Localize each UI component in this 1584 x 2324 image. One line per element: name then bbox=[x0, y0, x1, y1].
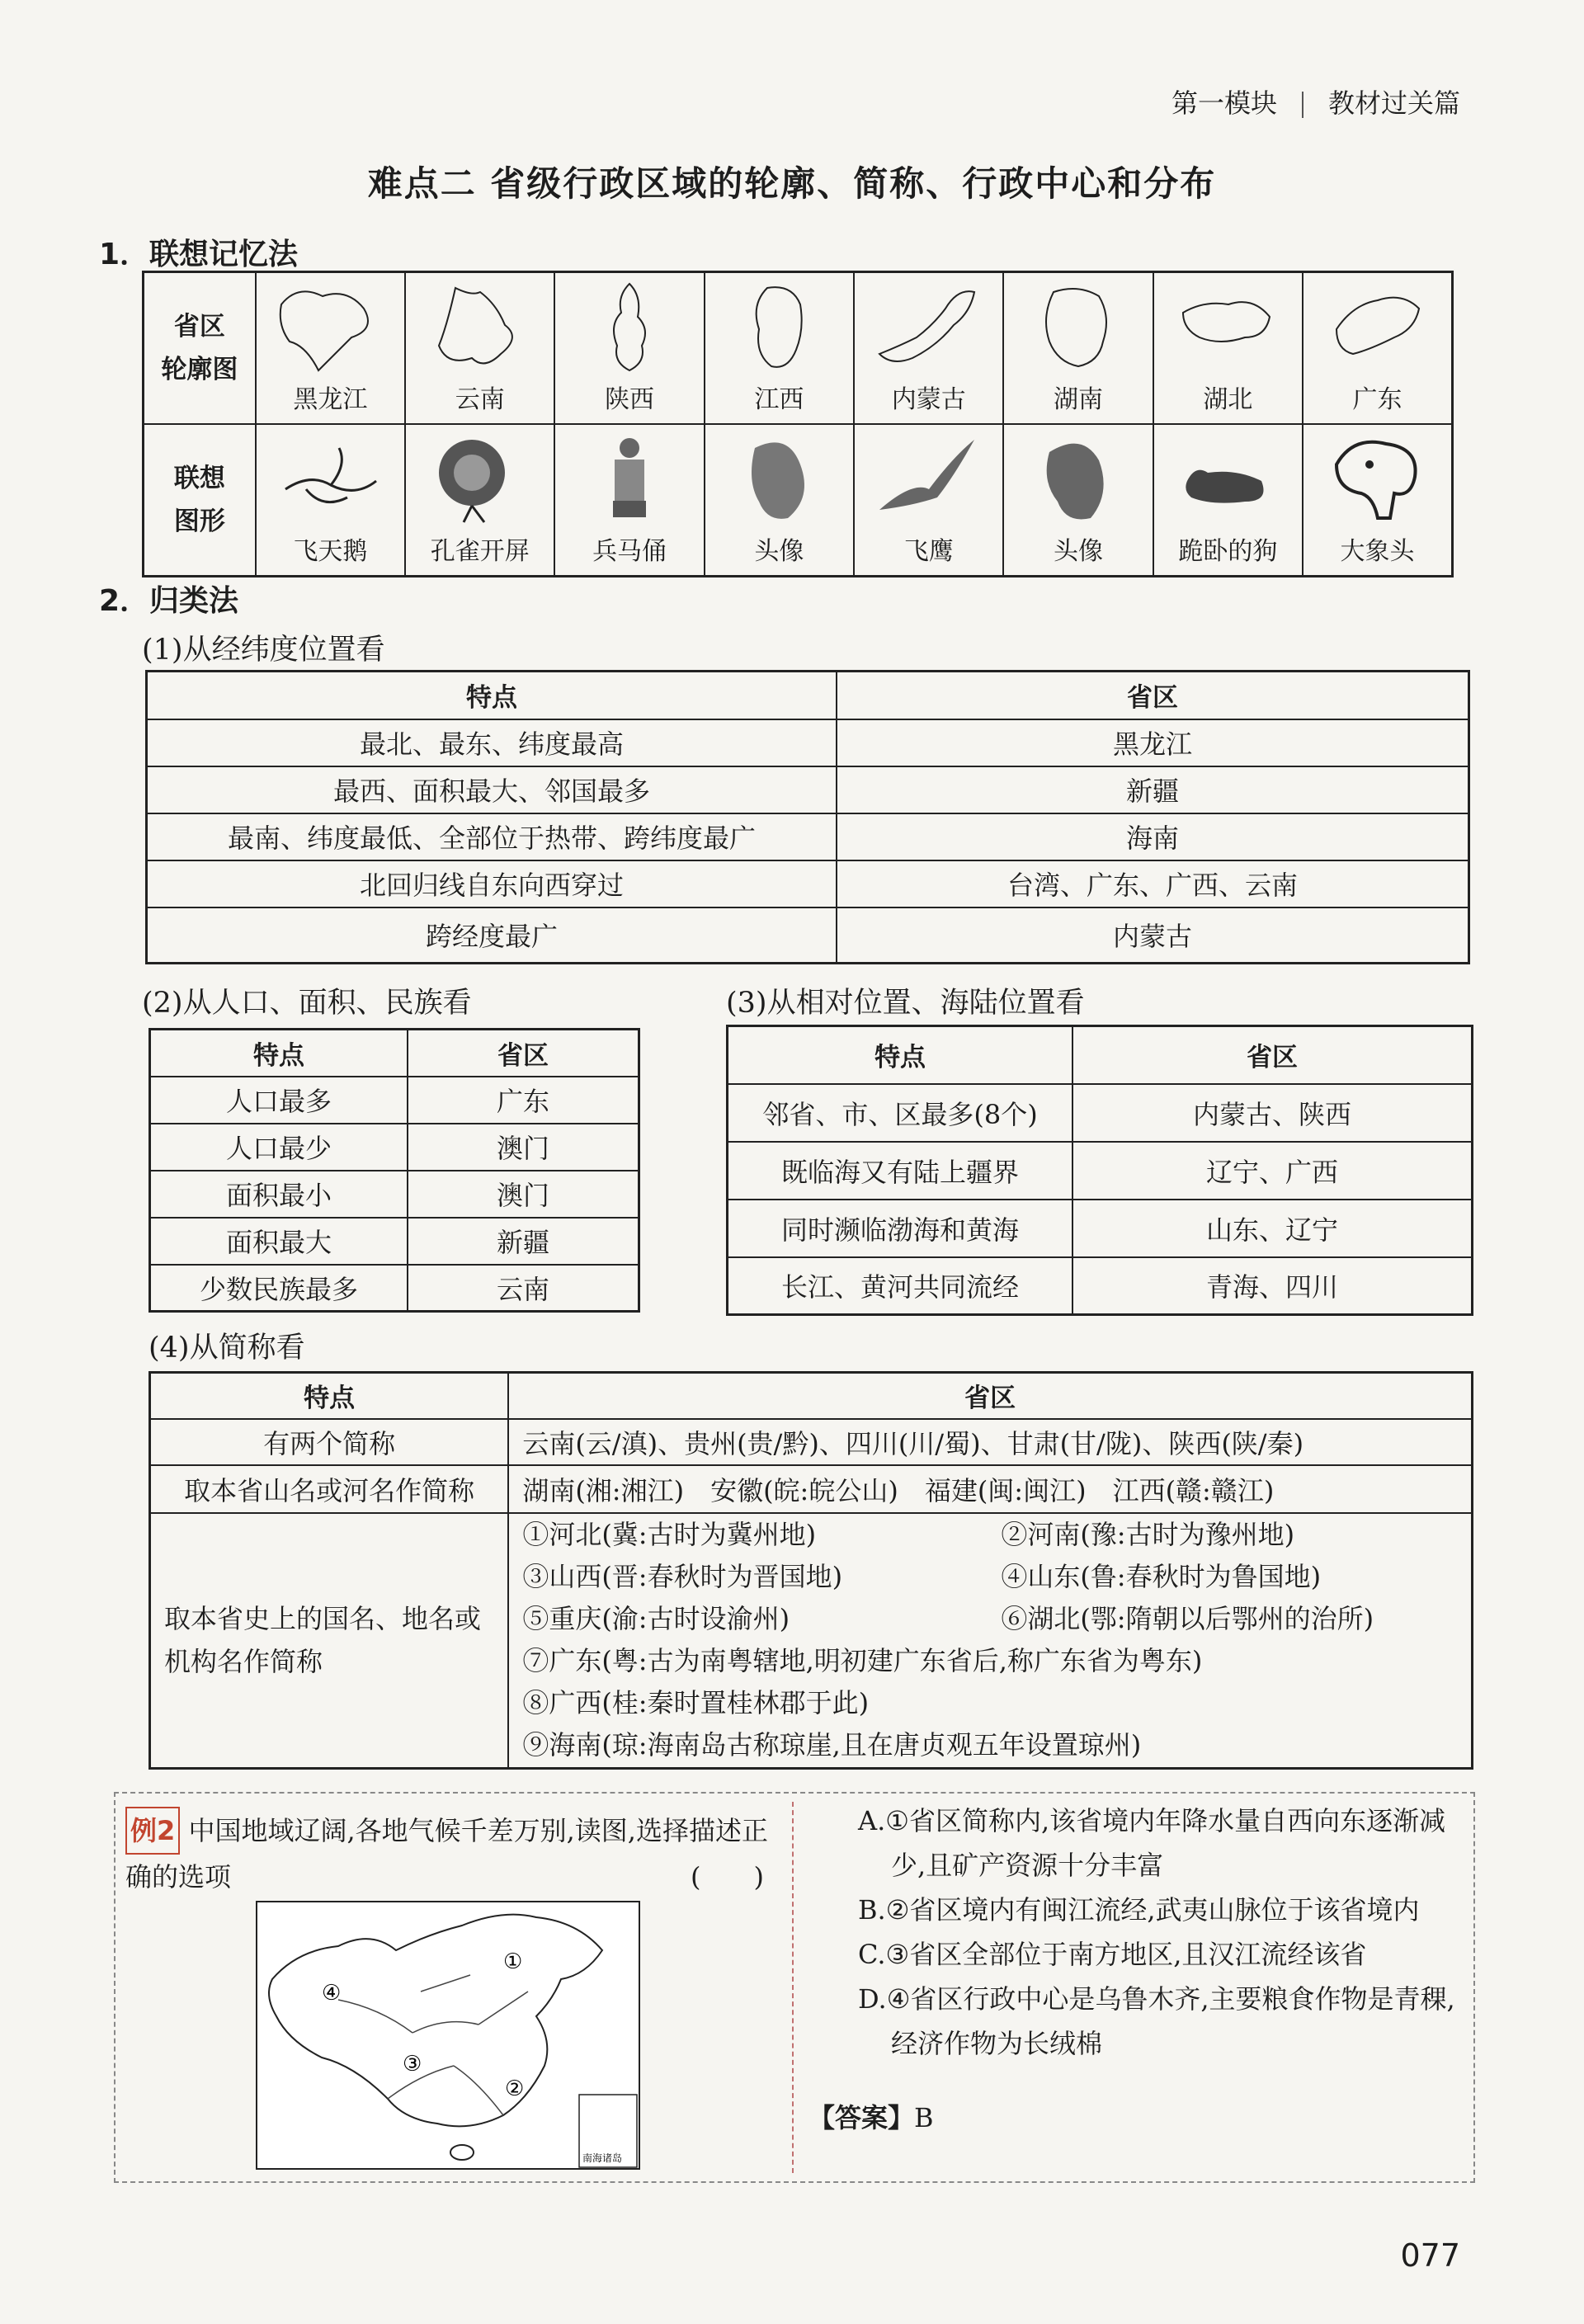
table-cell: 云南 bbox=[408, 1265, 639, 1312]
association-cell bbox=[1153, 424, 1303, 577]
page-number: 077 bbox=[1400, 2237, 1460, 2274]
table-cell: 取本省史上的国名、地名或机构名作简称 bbox=[150, 1513, 509, 1769]
example-options bbox=[858, 1798, 1465, 2066]
table4-heading: (4)从简称看 bbox=[148, 1332, 305, 1365]
table-cell: 面积最小 bbox=[150, 1171, 408, 1218]
association-cell bbox=[705, 424, 854, 577]
outline-cell bbox=[1303, 272, 1452, 425]
list-item: ⑥湖北(鄂:隋朝以后鄂州的治所) bbox=[1001, 1603, 1374, 1635]
outline-cell bbox=[256, 272, 405, 425]
province-label: 江西 bbox=[754, 385, 804, 414]
table-cell: 取本省山名或河名作简称 bbox=[150, 1465, 509, 1513]
association-table bbox=[142, 271, 1454, 577]
history-names-cell bbox=[508, 1513, 1472, 1769]
col-header-feature: 特点 bbox=[150, 1030, 408, 1077]
list-item: ⑦广东(粤:古为南粤辖地,明初建广东省后,称广东省为粤东) bbox=[522, 1645, 1203, 1677]
table-cell: 邻省、市、区最多(8个) bbox=[728, 1084, 1073, 1142]
eagle-icon bbox=[871, 431, 987, 530]
answer-line bbox=[808, 2097, 934, 2135]
terracotta-warrior-icon bbox=[572, 431, 687, 530]
peacock-icon bbox=[422, 431, 538, 530]
table-cell: 新疆 bbox=[408, 1218, 639, 1265]
table-cell: 长江、黄河共同流经 bbox=[728, 1257, 1073, 1315]
table2-heading: (2)从人口、面积、民族看 bbox=[142, 987, 472, 1020]
table-cell: 人口最多 bbox=[150, 1077, 408, 1124]
map-label-2: ② bbox=[505, 2077, 525, 2101]
table-cell: 面积最大 bbox=[150, 1218, 408, 1265]
outline-cell bbox=[705, 272, 854, 425]
association-cell bbox=[1003, 424, 1153, 577]
province-label: 黑龙江 bbox=[293, 385, 368, 414]
table-cell: 人口最少 bbox=[150, 1124, 408, 1171]
head-profile-icon bbox=[722, 431, 837, 530]
hubei-outline-icon bbox=[1171, 280, 1286, 379]
table1-heading: (1)从经纬度位置看 bbox=[142, 634, 385, 667]
table-cell: 有两个简称 bbox=[150, 1419, 509, 1465]
table-cell: 青海、四川 bbox=[1072, 1257, 1472, 1315]
shaanxi-outline-icon bbox=[572, 280, 687, 379]
table-cell: 最西、面积最大、邻国最多 bbox=[147, 766, 837, 813]
example-question bbox=[125, 1807, 777, 1899]
outline-cell bbox=[554, 272, 704, 425]
table-cell: 最南、纬度最低、全部位于热带、跨纬度最广 bbox=[147, 813, 837, 860]
map-inset-label: 南海诸岛 bbox=[582, 2152, 623, 2164]
outline-row-label: 省区 轮廓图 bbox=[144, 272, 256, 425]
swan-icon bbox=[273, 431, 389, 530]
list-item: ②河南(豫:古时为豫州地) bbox=[1001, 1519, 1295, 1551]
heilongjiang-outline-icon bbox=[273, 280, 389, 379]
map-label-3: ③ bbox=[403, 2052, 422, 2077]
col-header-feature: 特点 bbox=[147, 672, 837, 719]
association-label: 兵马俑 bbox=[592, 537, 667, 566]
answer-label: 【答案】 bbox=[808, 2102, 915, 2133]
outline-cell bbox=[1003, 272, 1153, 425]
province-label: 广东 bbox=[1352, 385, 1402, 414]
inner-mongolia-outline-icon bbox=[871, 280, 987, 379]
association-cell bbox=[405, 424, 554, 577]
section2-heading: 2．归类法 bbox=[99, 584, 239, 618]
table-cell: 澳门 bbox=[408, 1124, 639, 1171]
question-text: 中国地域辽阔,各地气候千差万别,读图,选择描述正确的选项 bbox=[125, 1815, 768, 1893]
running-header bbox=[1172, 82, 1460, 120]
list-item: ③山西(晋:春秋时为晋国地) bbox=[522, 1561, 843, 1593]
association-label: 头像 bbox=[1054, 537, 1104, 566]
table-cell: 广东 bbox=[408, 1077, 639, 1124]
hunan-outline-icon bbox=[1021, 280, 1136, 379]
table-cell: 内蒙古 bbox=[837, 907, 1469, 964]
table-cell: 北回归线自东向西穿过 bbox=[147, 860, 837, 907]
elephant-head-icon bbox=[1320, 431, 1436, 530]
list-item: ①河北(冀:古时为冀州地) bbox=[522, 1519, 817, 1551]
option-d: D.④省区行政中心是乌鲁木齐,主要粮食作物是青稞,经济作物为长绒棉 bbox=[858, 1983, 1455, 2059]
table-cell: 海南 bbox=[837, 813, 1469, 860]
table-cell: 湖南(湘:湘江) 安徽(皖:皖公山) 福建(闽:闽江) 江西(赣:赣江) bbox=[508, 1465, 1472, 1513]
col-header-province: 省区 bbox=[508, 1373, 1472, 1419]
map-label-4: ④ bbox=[322, 1981, 342, 2006]
province-label: 内蒙古 bbox=[891, 385, 966, 414]
yunnan-outline-icon bbox=[422, 280, 538, 379]
table-cell: 内蒙古、陕西 bbox=[1072, 1084, 1472, 1142]
association-cell bbox=[554, 424, 704, 577]
table3-heading: (3)从相对位置、海陆位置看 bbox=[726, 987, 1085, 1020]
answer-bracket: ( ) bbox=[691, 1861, 764, 1893]
province-label: 湖南 bbox=[1054, 385, 1104, 414]
table-cell: 跨经度最广 bbox=[147, 907, 837, 964]
guangdong-outline-icon bbox=[1320, 280, 1436, 379]
table-cell: 澳门 bbox=[408, 1171, 639, 1218]
head-profile-icon bbox=[1021, 431, 1136, 530]
page-title: 难点二 省级行政区域的轮廓、简称、行政中心和分布 bbox=[367, 163, 1217, 204]
table-cell: 台湾、广东、广西、云南 bbox=[837, 860, 1469, 907]
table-cell: 同时濒临渤海和黄海 bbox=[728, 1200, 1073, 1257]
china-map bbox=[256, 1901, 640, 2170]
col-header-province: 省区 bbox=[1072, 1026, 1472, 1084]
section1-heading: 1．联想记忆法 bbox=[99, 238, 299, 271]
dog-icon bbox=[1171, 431, 1286, 530]
association-label: 跪卧的狗 bbox=[1178, 537, 1278, 566]
col-header-feature: 特点 bbox=[150, 1373, 509, 1419]
jiangxi-outline-icon bbox=[722, 280, 837, 379]
example-box bbox=[114, 1792, 1475, 2183]
association-cell bbox=[854, 424, 1003, 577]
list-item: ④山东(鲁:春秋时为鲁国地) bbox=[1001, 1561, 1322, 1593]
example-divider bbox=[792, 1802, 794, 2173]
association-cell bbox=[1303, 424, 1452, 577]
list-item: ⑤重庆(渝:古时设渝州) bbox=[522, 1603, 790, 1635]
province-label: 云南 bbox=[455, 385, 505, 414]
population-table bbox=[148, 1028, 640, 1313]
option-c: C.③省区全部位于南方地区,且汉江流经该省 bbox=[858, 1939, 1367, 1970]
outline-cell bbox=[405, 272, 554, 425]
table-cell: 云南(云/滇)、贵州(贵/黔)、四川(川/蜀)、甘肃(甘/陇)、陕西(陕/秦) bbox=[508, 1419, 1472, 1465]
col-header-province: 省区 bbox=[837, 672, 1469, 719]
association-cell bbox=[256, 424, 405, 577]
table-cell: 辽宁、广西 bbox=[1072, 1142, 1472, 1200]
map-label-1: ① bbox=[503, 1949, 523, 1974]
option-b: B.②省区境内有闽江流经,武夷山脉位于该省境内 bbox=[858, 1894, 1420, 1926]
header-divider bbox=[1302, 92, 1304, 118]
abbreviation-table bbox=[148, 1371, 1473, 1770]
association-label: 飞鹰 bbox=[903, 537, 954, 566]
option-a: A.①省区简称内,该省境内年降水量自西向东逐渐减少,且矿产资源十分丰富 bbox=[858, 1805, 1446, 1881]
example-tag: 例2 bbox=[125, 1807, 180, 1855]
outline-cell bbox=[854, 272, 1003, 425]
list-item: ⑧广西(桂:秦时置桂林郡于此) bbox=[522, 1687, 870, 1719]
outline-cell bbox=[1153, 272, 1303, 425]
association-label: 头像 bbox=[754, 537, 804, 566]
province-label: 陕西 bbox=[605, 385, 655, 414]
col-header-province: 省区 bbox=[408, 1030, 639, 1077]
association-label: 孔雀开屏 bbox=[430, 537, 530, 566]
province-label: 湖北 bbox=[1203, 385, 1253, 414]
table-cell: 新疆 bbox=[837, 766, 1469, 813]
col-header-feature: 特点 bbox=[728, 1026, 1073, 1084]
list-item: ⑨海南(琼:海南岛古称琼崖,且在唐贞观五年设置琼州) bbox=[522, 1729, 1142, 1761]
table-cell: 黑龙江 bbox=[837, 719, 1469, 766]
table-cell: 少数民族最多 bbox=[150, 1265, 408, 1312]
answer-value: B bbox=[914, 2102, 934, 2133]
table-cell: 最北、最东、纬度最高 bbox=[147, 719, 837, 766]
table-cell: 既临海又有陆上疆界 bbox=[728, 1142, 1073, 1200]
association-row-label: 联想 图形 bbox=[144, 424, 256, 577]
position-table bbox=[726, 1025, 1473, 1316]
association-label: 飞天鹅 bbox=[293, 537, 368, 566]
table-cell: 山东、辽宁 bbox=[1072, 1200, 1472, 1257]
association-label: 大象头 bbox=[1340, 537, 1415, 566]
latlong-table bbox=[145, 670, 1470, 964]
section-label: 教材过关篇 bbox=[1327, 87, 1460, 119]
module-label: 第一模块 bbox=[1171, 87, 1277, 119]
